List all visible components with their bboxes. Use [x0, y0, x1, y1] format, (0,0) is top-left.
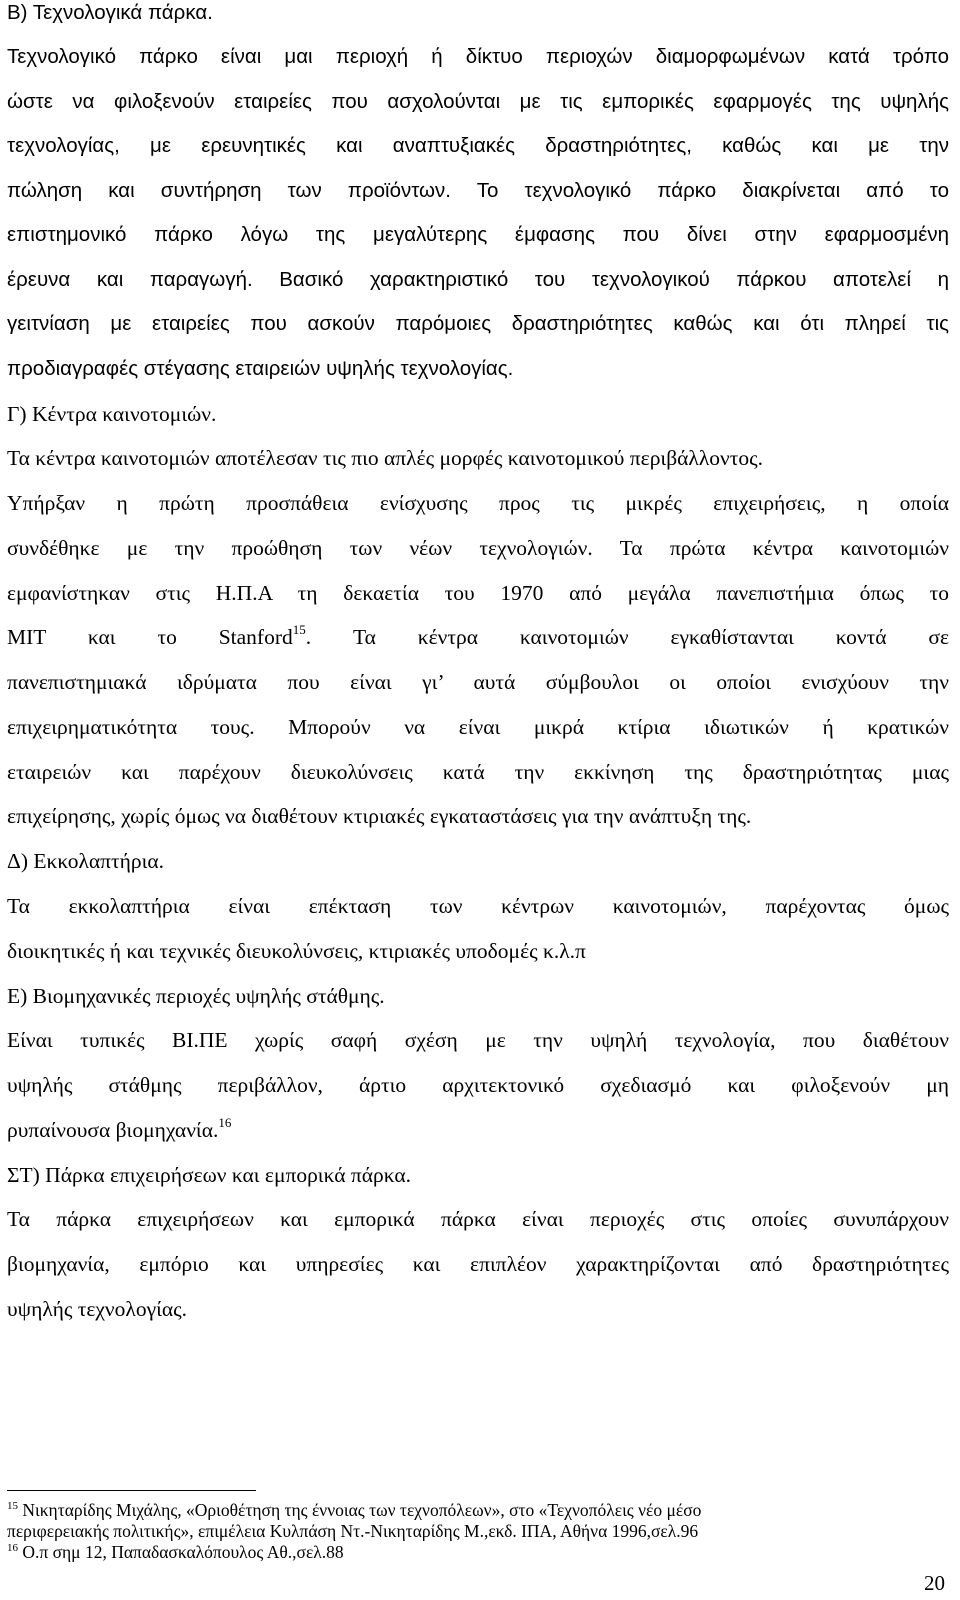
- paragraph-line: πανεπιστημιακά ιδρύματα που είναι γι’ αυτά σύμβουλοι οι οποίοι ενισχύουν την: [7, 670, 949, 694]
- footnote-text: Νικηταρίδης Μιχάλης, «Οριοθέτηση της έννοιας των τεχνοπόλεων», στο «Τεχνοπόλεις νέο μέσο: [22, 1500, 702, 1520]
- paragraph-line: Υπήρξαν η πρώτη προσπάθεια ενίσχυσης προς τις μικρές επιχειρήσεις, η οποία: [7, 491, 949, 515]
- paragraph-line: έρευνα και παραγωγή. Βασικό χαρακτηριστικό του τεχνολογικού πάρκου αποτελεί η: [7, 268, 949, 291]
- section-heading-incubators: Δ) Εκκολαπτήρια.: [7, 849, 165, 873]
- paragraph-line-with-footnote-ref: [7, 1114, 949, 1143]
- paragraph-line: συνδέθηκε με την προώθηση των νέων τεχνολογιών. Τα πρώτα κέντρα καινοτομιών: [7, 536, 949, 560]
- footnote-16: [7, 1542, 949, 1563]
- paragraph-line: προδιαγραφές στέγασης εταιρειών υψηλής τεχνολογίας.: [7, 357, 514, 380]
- page-number: 20: [924, 1571, 945, 1595]
- footnote-15: [7, 1500, 949, 1521]
- paragraph-line: Τα κέντρα καινοτομιών αποτέλεσαν τις πιο απλές μορφές καινοτομικού περιβάλλοντος.: [7, 446, 764, 470]
- paragraph-line: επιχείρησης, χωρίς όμως να διαθέτουν κτιριακές εγκαταστάσεις για την ανάπτυξη της.: [7, 804, 752, 828]
- paragraph-line: υψηλής τεχνολογίας.: [7, 1297, 188, 1321]
- paragraph-line: ώστε να φιλοξενούν εταιρείες που ασχολούνται με τις εμπορικές εφαρμογές της υψηλής: [7, 90, 949, 113]
- footnote-separator: [7, 1490, 256, 1491]
- paragraph-line-with-footnote-ref: [7, 621, 950, 650]
- section-heading-innovation-centers: Γ) Κέντρα καινοτομιών.: [7, 402, 217, 426]
- paragraph-line: βιομηχανία, εμπόριο και υπηρεσίες και επιπλέον χαρακτηρίζονται από δραστηριότητες: [7, 1252, 949, 1276]
- paragraph-line: πώληση και συντήρηση των προϊόντων. Το τεχνολογικό πάρκο διακρίνεται από το: [7, 179, 949, 202]
- ref-text-before: ρυπαίνουσα βιομηχανία.: [7, 1118, 219, 1142]
- paragraph-line: επιστημονικό πάρκο λόγω της μεγαλύτερης έμφασης που δίνει στην εφαρμοσμένη: [7, 223, 949, 246]
- section-heading-business-parks: ΣΤ) Πάρκα επιχειρήσεων και εμπορικά πάρκα.: [7, 1163, 412, 1187]
- paragraph-line: Τα πάρκα επιχειρήσεων και εμπορικά πάρκα είναι περιοχές στις οποίες συνυπάρχουν: [7, 1207, 949, 1231]
- paragraph-line: υψηλής στάθμης περιβάλλον, άρτιο αρχιτεκτονικό σχεδιασμό και φιλοξενούν μη: [7, 1073, 949, 1097]
- paragraph-line: Τα εκκολαπτήρια είναι επέκταση των κέντρων καινοτομιών, παρέχοντας όμως: [7, 894, 949, 918]
- paragraph-line: εταιρειών και παρέχουν διευκολύνσεις κατά την εκκίνηση της δραστηριότητας μιας: [7, 760, 949, 784]
- footnote-number: 15: [7, 1500, 18, 1513]
- ref-text-before: MIT και το Stanford: [7, 625, 293, 649]
- paragraph-line: γειτνίαση με εταιρείες που ασκούν παρόμοιες δραστηριότητες καθώς και ότι πληρεί τις: [7, 312, 949, 335]
- paragraph-line: τεχνολογίας, με ερευνητικές και αναπτυξιακές δραστηριότητες, καθώς και με την: [7, 134, 949, 157]
- footnote-text: Ο.π σημ 12, Παπαδασκαλόπουλος Αθ.,σελ.88: [22, 1542, 344, 1562]
- paragraph-line: διοικητικές ή και τεχνικές διευκολύνσεις, κτιριακές υποδομές κ.λ.π: [7, 939, 586, 963]
- footnote-15-continued: περιφερειακής πολιτικής», επιμέλεια Κυλπάση Ντ.-Νικηταρίδης Μ.,εκδ. ΙΠΑ, Αθήνα 1996,σελ.96: [7, 1521, 699, 1541]
- section-heading-technology-parks: Β) Τεχνολογικά πάρκα.: [7, 1, 213, 24]
- footnote-ref-15[interactable]: 15: [292, 621, 306, 637]
- footnote-ref-16[interactable]: 16: [218, 1114, 232, 1130]
- paragraph-line: Τεχνολογικό πάρκο είναι μαι περιοχή ή δίκτυο περιοχών διαμορφωμένων κατά τρόπο: [7, 45, 949, 68]
- section-heading-industrial-areas: Ε) Βιομηχανικές περιοχές υψηλής στάθμης.: [7, 984, 385, 1008]
- ref-text-after: . Τα κέντρα καινοτομιών εγκαθίστανται κοντά σε: [305, 625, 950, 649]
- paragraph-line: επιχειρηματικότητα τους. Μπορούν να είναι μικρά κτίρια ιδιωτικών ή κρατικών: [7, 715, 949, 739]
- paragraph-line: Είναι τυπικές ΒΙ.ΠΕ χωρίς σαφή σχέση με την υψηλή τεχνολογία, που διαθέτουν: [7, 1028, 949, 1052]
- footnote-number: 16: [7, 1542, 18, 1555]
- paragraph-line: εμφανίστηκαν στις Η.Π.Α τη δεκαετία του 1970 από μεγάλα πανεπιστήμια όπως το: [7, 581, 949, 605]
